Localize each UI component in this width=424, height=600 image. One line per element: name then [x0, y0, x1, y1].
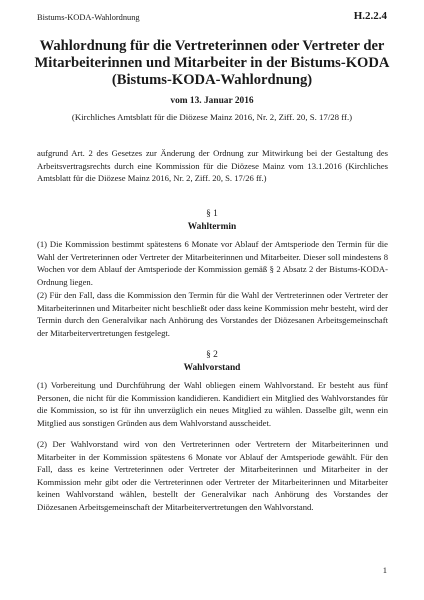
- document-title: [30, 38, 394, 89]
- source-citation: (Kirchliches Amtsblatt für die Diözese Mainz 2016, Nr. 2, Ziff. 20, S. 17/28 ff.): [71, 112, 353, 122]
- section-2-number: § 2: [206, 350, 218, 360]
- title-line-3: (Bistums-KODA-Wahlordnung): [111, 72, 313, 88]
- section-2-heading: Wahlvorstand: [183, 363, 241, 373]
- section-2-paragraph-2: (2) Der Wahlvorstand wird von den Vertreterinnen oder Vertretern der Mitarbeiterinnen und Mitarbeiter in der Kommission spätestens 6 Monate vor Ablauf der Amtsperiode gewählt. Für den Fall, dass es keine Vertreterinnen oder Vertreter der Mitarbeiterinnen und Mitarbeiter in der Kommission mehr gibt oder die Vertreterinnen oder Vertreter der Mitarbeiterinnen und Mitarbeiter keinen Wahlvorstand wählen, bestellt der Generalvikar nach Anhörung des Vorstandes der Diözesanen Arbeitsgemeinschaft der Mitarbeitervertretungen den Wahlvorstand.: [37, 439, 388, 512]
- document-date: vom 13. Januar 2016: [170, 96, 254, 106]
- section-1-heading: Wahltermin: [187, 222, 237, 232]
- section-1-paragraph-1: (1) Die Kommission bestimmt spätestens 6 Monate vor Ablauf der Amtsperiode den Termin für die Wahl der Vertreterinnen oder Vertreter der Mitarbeiterinnen und Mitarbeiter. Dieser soll mindestens 8 Wochen vor dem Ablauf der Amtsperiode der Kommission gemäß § 2 Absatz 2 der Bistums-KODA-Ordnung liegen.: [37, 239, 388, 287]
- title-line-1: Wahlordnung für die Vertreterinnen oder Vertreter der: [39, 38, 385, 54]
- running-header-title: Bistums-KODA-Wahlordnung: [37, 13, 140, 22]
- section-2-paragraph-1: (1) Vorbereitung und Durchführung der Wahl obliegen einem Wahlvorstand. Er besteht aus fünf Personen, die nicht für die Kommission kandidieren. Kandidiert ein Mitglied des Wahlvorstandes für die Kommission, so ist für ihn unverzüglich ein neues Mitglied zu wählen. Dasselbe gilt, wenn ein Mitglied aus sonstigen Gründen aus dem Wahlvorstand ausscheidet.: [37, 380, 388, 428]
- running-header-code: H.2.2.4: [353, 10, 387, 22]
- section-1-number: § 1: [206, 209, 218, 219]
- page-number: 1: [382, 565, 387, 575]
- section-1-paragraph-2: (2) Für den Fall, dass die Kommission den Termin für die Wahl der Vertreterinnen oder Vertreter der Mitarbeiterinnen und Mitarbeiter nicht beschließt oder dass keine Kommission mehr besteht, wird der Termin durch den Generalvikar nach Anhörung des Vorstandes der Diözesanen Arbeitsgemeinschaft der Mitarbeitervertretungen festgelegt.: [37, 290, 388, 338]
- title-line-2: Mitarbeiterinnen und Mitarbeiter in der Bistums-KODA: [34, 55, 390, 71]
- preamble: aufgrund Art. 2 des Gesetzes zur Änderung der Ordnung zur Mitwirkung bei der Gestaltung des Arbeitsvertragsrechts durch eine Kommission für die Diözese Mainz vom 13.1.2016 (Kirchliches Amtsblatt für die Diözese Mainz 2016, Nr. 2, Ziff. 20, S. 17/26 ff.): [37, 148, 388, 183]
